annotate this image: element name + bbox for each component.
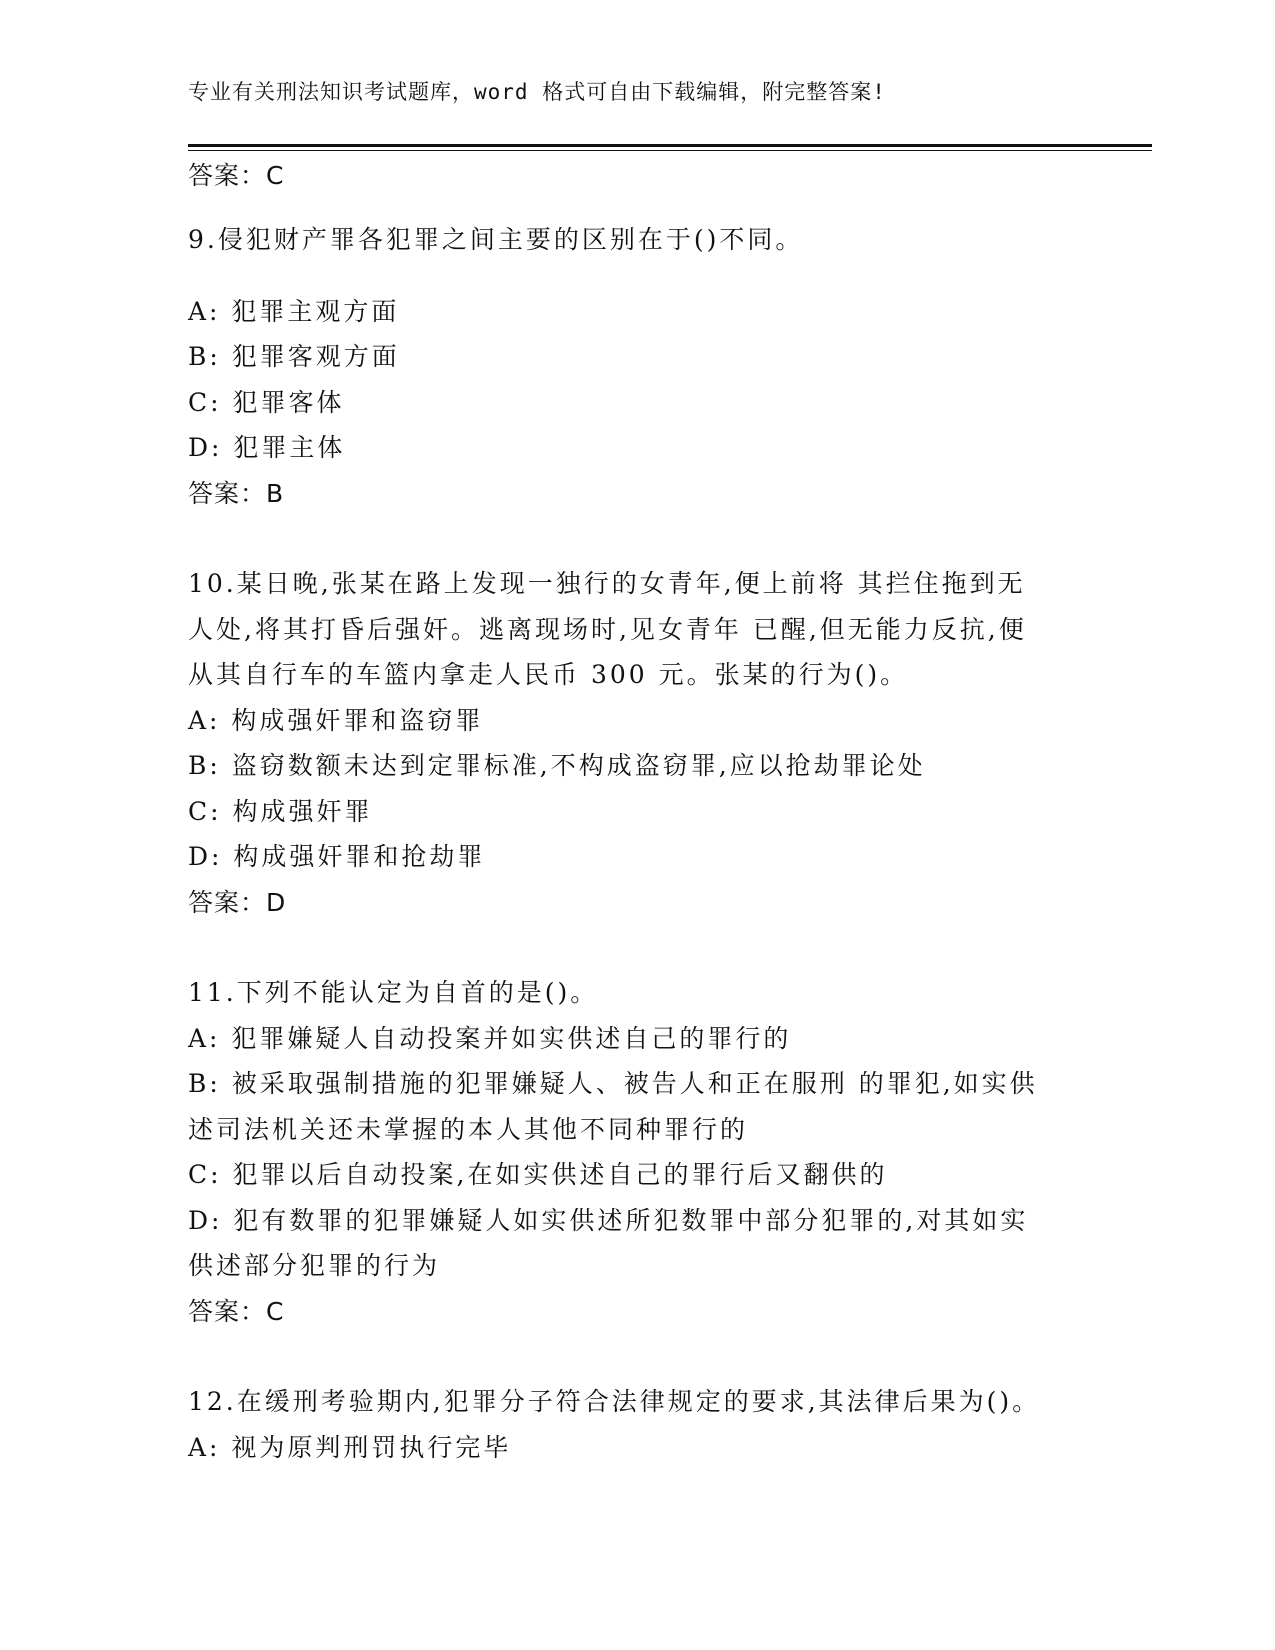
answer-q9: 答案：B	[188, 479, 285, 508]
question-10-line-3: 从其自行车的车篮内拿走人民币 300 元。张某的行为()。	[188, 660, 909, 689]
question-10-line-1: 10.某日晚,张某在路上发现一独行的女青年,便上前将 其拦住拖到无	[188, 569, 1026, 598]
q10-option-a: A: 构成强奸罪和盗窃罪	[188, 706, 484, 735]
answer-q11: 答案：C	[188, 1297, 285, 1326]
page-header-text: 专业有关刑法知识考试题库，word 格式可自由下载编辑，附完整答案!	[188, 80, 886, 104]
q10-option-b: B: 盗窃数额未达到定罪标准,不构成盗窃罪,应以抢劫罪论处	[188, 751, 926, 780]
answer-q8: 答案：C	[188, 161, 285, 190]
q11-option-b-line-1: B: 被采取强制措施的犯罪嫌疑人、被告人和正在服刑 的罪犯,如实供	[188, 1069, 1038, 1098]
q10-option-c: C: 构成强奸罪	[188, 797, 373, 826]
q12-option-a: A: 视为原判刑罚执行完毕	[188, 1433, 512, 1462]
q11-option-d-line-2: 供述部分犯罪的行为	[188, 1251, 441, 1280]
header-rule-thick	[188, 144, 1152, 147]
q11-option-b-line-2: 述司法机关还未掌握的本人其他不同种罪行的	[188, 1115, 749, 1144]
q9-option-d: D: 犯罪主体	[188, 433, 346, 462]
q9-option-c: C: 犯罪客体	[188, 388, 345, 417]
q11-option-d-line-1: D: 犯有数罪的犯罪嫌疑人如实供述所犯数罪中部分犯罪的,对其如实	[188, 1206, 1029, 1235]
question-10-line-2: 人处,将其打昏后强奸。逃离现场时,见女青年 已醒,但无能力反抗,便	[188, 615, 1027, 644]
question-12: 12.在缓刑考验期内,犯罪分子符合法律规定的要求,其法律后果为()。	[188, 1387, 1041, 1416]
q9-option-a: A: 犯罪主观方面	[188, 297, 400, 326]
q11-option-c: C: 犯罪以后自动投案,在如实供述自己的罪行后又翻供的	[188, 1160, 888, 1189]
answer-q10: 答案：D	[188, 888, 287, 917]
q9-option-b: B: 犯罪客观方面	[188, 342, 400, 371]
q11-option-a: A: 犯罪嫌疑人自动投案并如实供述自己的罪行的	[188, 1024, 792, 1053]
header-rule-thin	[188, 150, 1152, 151]
q10-option-d: D: 构成强奸罪和抢劫罪	[188, 842, 486, 871]
question-11: 11.下列不能认定为自首的是()。	[188, 978, 599, 1007]
question-9: 9.侵犯财产罪各犯罪之间主要的区别在于()不同。	[188, 225, 804, 254]
